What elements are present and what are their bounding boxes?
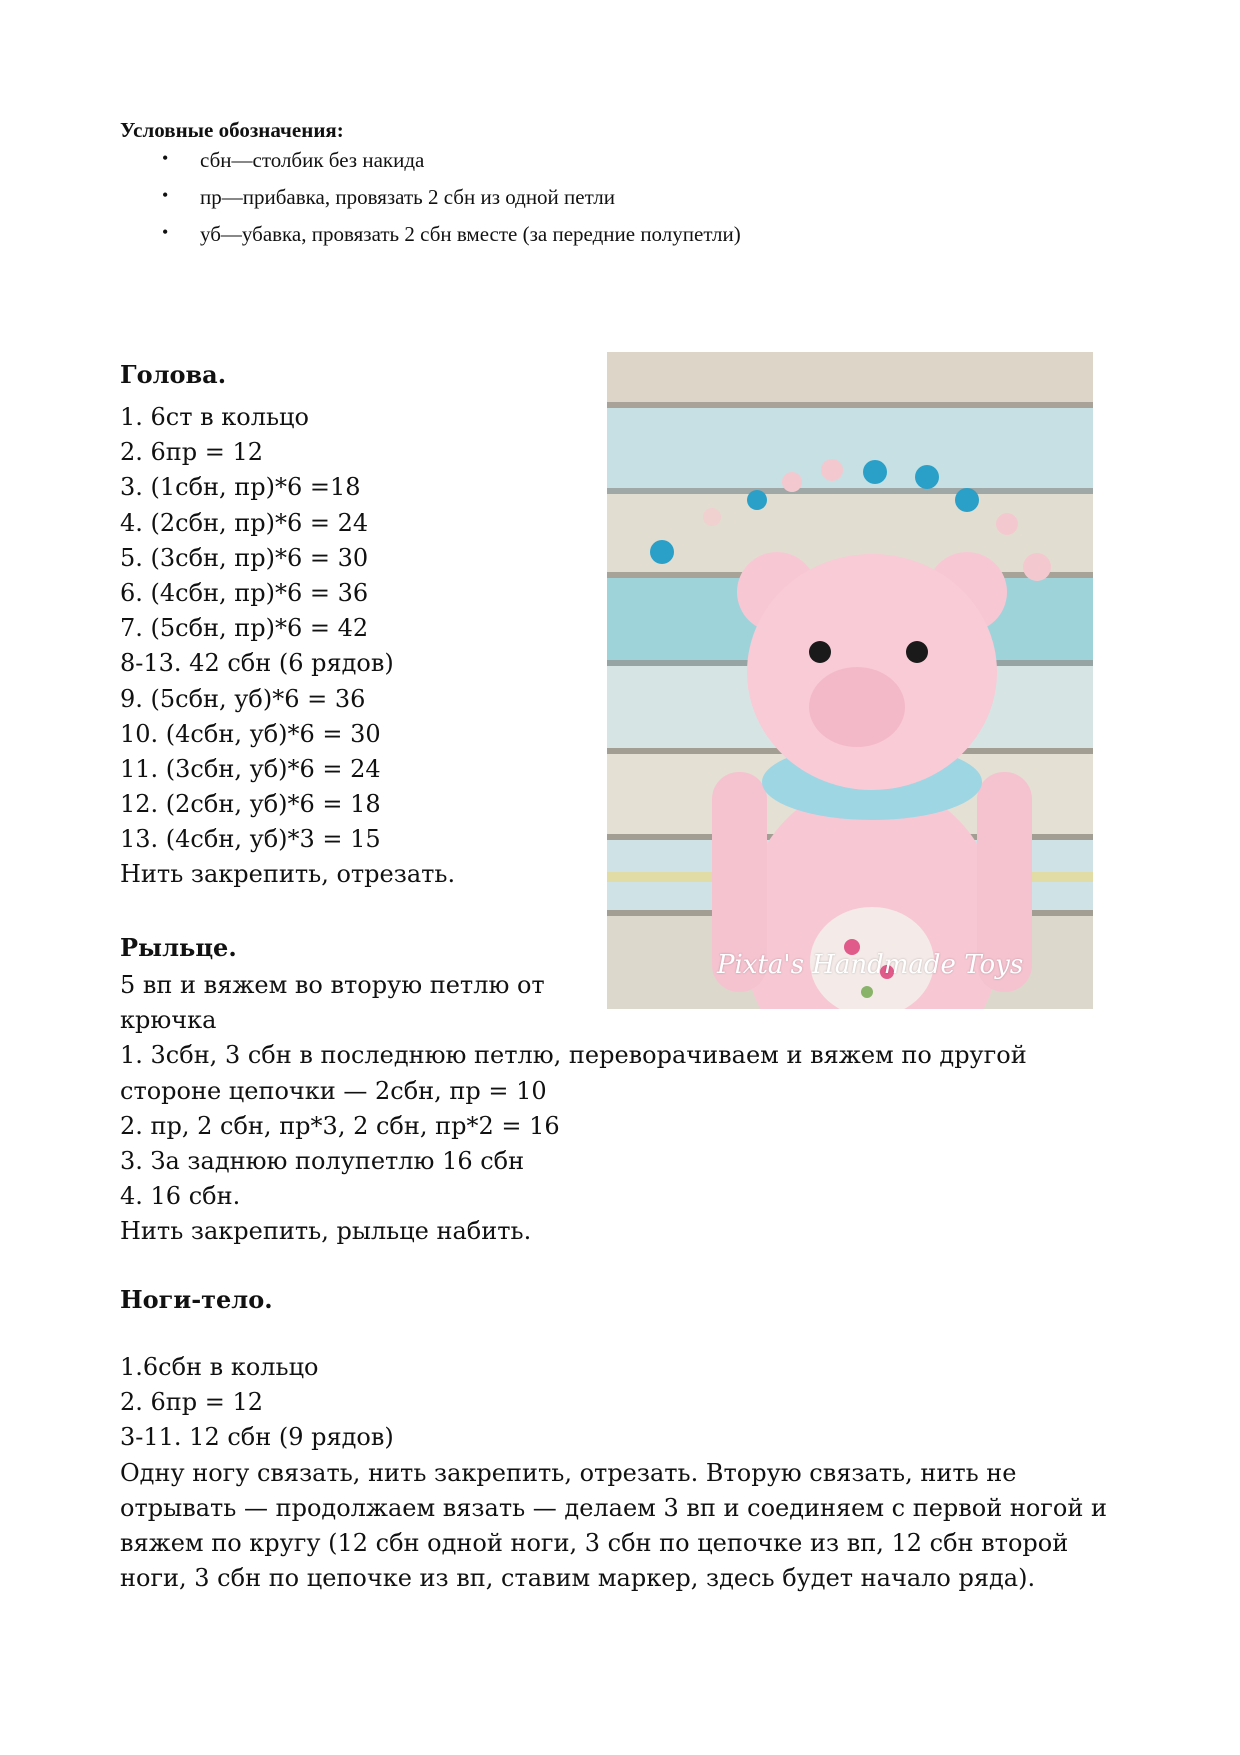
pattern-row: стороне цепочки — 2сбн, пр = 10: [120, 1076, 547, 1105]
legs-heading: Ноги-тело.: [120, 1285, 273, 1314]
pattern-row: 1. 6ст в кольцо: [120, 403, 309, 431]
pattern-row: 10. (4сбн, уб)*6 = 30: [120, 719, 381, 748]
pattern-row: 3. (1сбн, пр)*6 =18: [120, 473, 361, 502]
legend-title: Условные обозначения:: [120, 118, 344, 142]
pattern-row: 2. 6пр = 12: [120, 438, 264, 467]
pattern-row: 5. (3сбн, пр)*6 = 30: [120, 543, 369, 572]
pattern-row: 12. (2сбн, уб)*6 = 18: [120, 790, 381, 819]
snout-rows: [120, 968, 1120, 1250]
pattern-row: Нить закрепить, отрезать.: [120, 860, 456, 889]
head-section: [120, 355, 600, 893]
photo-watermark: Pixta's Handmade Toys: [717, 950, 1024, 980]
head-heading: Голова.: [120, 360, 227, 389]
pattern-row: 4. 16 сбн.: [120, 1182, 241, 1211]
snout-section: [120, 928, 1120, 1250]
pattern-row: 1.6сбн в кольцо: [120, 1353, 319, 1381]
bullet-icon: •: [162, 148, 169, 168]
pattern-row: 8-13. 42 сбн (6 рядов): [120, 649, 394, 678]
legs-paragraph: Одну ногу связать, нить закрепить, отрезать. Вторую связать, нить не отрывать — продолжаем вязать — делаем 3 вп и соединяем с первой ногой и вяжем по кругу (12 сбн одной ноги, 3 сбн по цепочке из вп, 12 сбн второй ноги, 3 сбн по цепочке из вп, ставим маркер, здесь будет начало ряда).: [120, 1458, 1107, 1593]
legend-item-text: пр—прибавка, провязать 2 сбн из одной петли: [200, 185, 615, 209]
pattern-row: 1. 3сбн, 3 сбн в последнюю петлю, переворачиваем и вяжем по другой: [120, 1041, 1027, 1070]
pattern-row: 13. (4сбн, уб)*3 = 15: [120, 825, 381, 854]
snout-heading: Рыльце.: [120, 933, 237, 962]
pattern-row: 3-11. 12 сбн (9 рядов): [120, 1423, 394, 1452]
legs-rows: [120, 1350, 1120, 1456]
pattern-row: 9. (5сбн, уб)*6 = 36: [120, 684, 366, 713]
pattern-row: 11. (3сбн, уб)*6 = 24: [120, 754, 381, 783]
spacer: [120, 1317, 1120, 1350]
head-rows: [120, 400, 600, 893]
pattern-row: 3. За заднюю полупетлю 16 сбн: [120, 1146, 525, 1175]
bullet-icon: •: [162, 222, 169, 242]
pattern-row: 2. 6пр = 12: [120, 1388, 264, 1417]
pattern-row: 7. (5сбн, пр)*6 = 42: [120, 614, 369, 643]
legend-item-text: сбн—столбик без накида: [200, 148, 425, 172]
toy-photo: [607, 352, 1093, 1009]
pattern-row: 4. (2сбн, пр)*6 = 24: [120, 508, 369, 537]
pattern-row: крючка: [120, 1006, 217, 1035]
legs-body-section: [120, 1282, 1120, 1596]
pattern-row: 5 вп и вяжем во вторую петлю от: [120, 971, 545, 999]
pattern-row: 2. пр, 2 сбн, пр*3, 2 сбн, пр*2 = 16: [120, 1111, 560, 1140]
bullet-icon: •: [162, 185, 169, 205]
pattern-row: Нить закрепить, рыльце набить.: [120, 1217, 532, 1246]
pattern-row: 6. (4сбн, пр)*6 = 36: [120, 578, 369, 607]
legend-item-text: уб—убавка, провязать 2 сбн вместе (за передние полупетли): [200, 222, 741, 246]
